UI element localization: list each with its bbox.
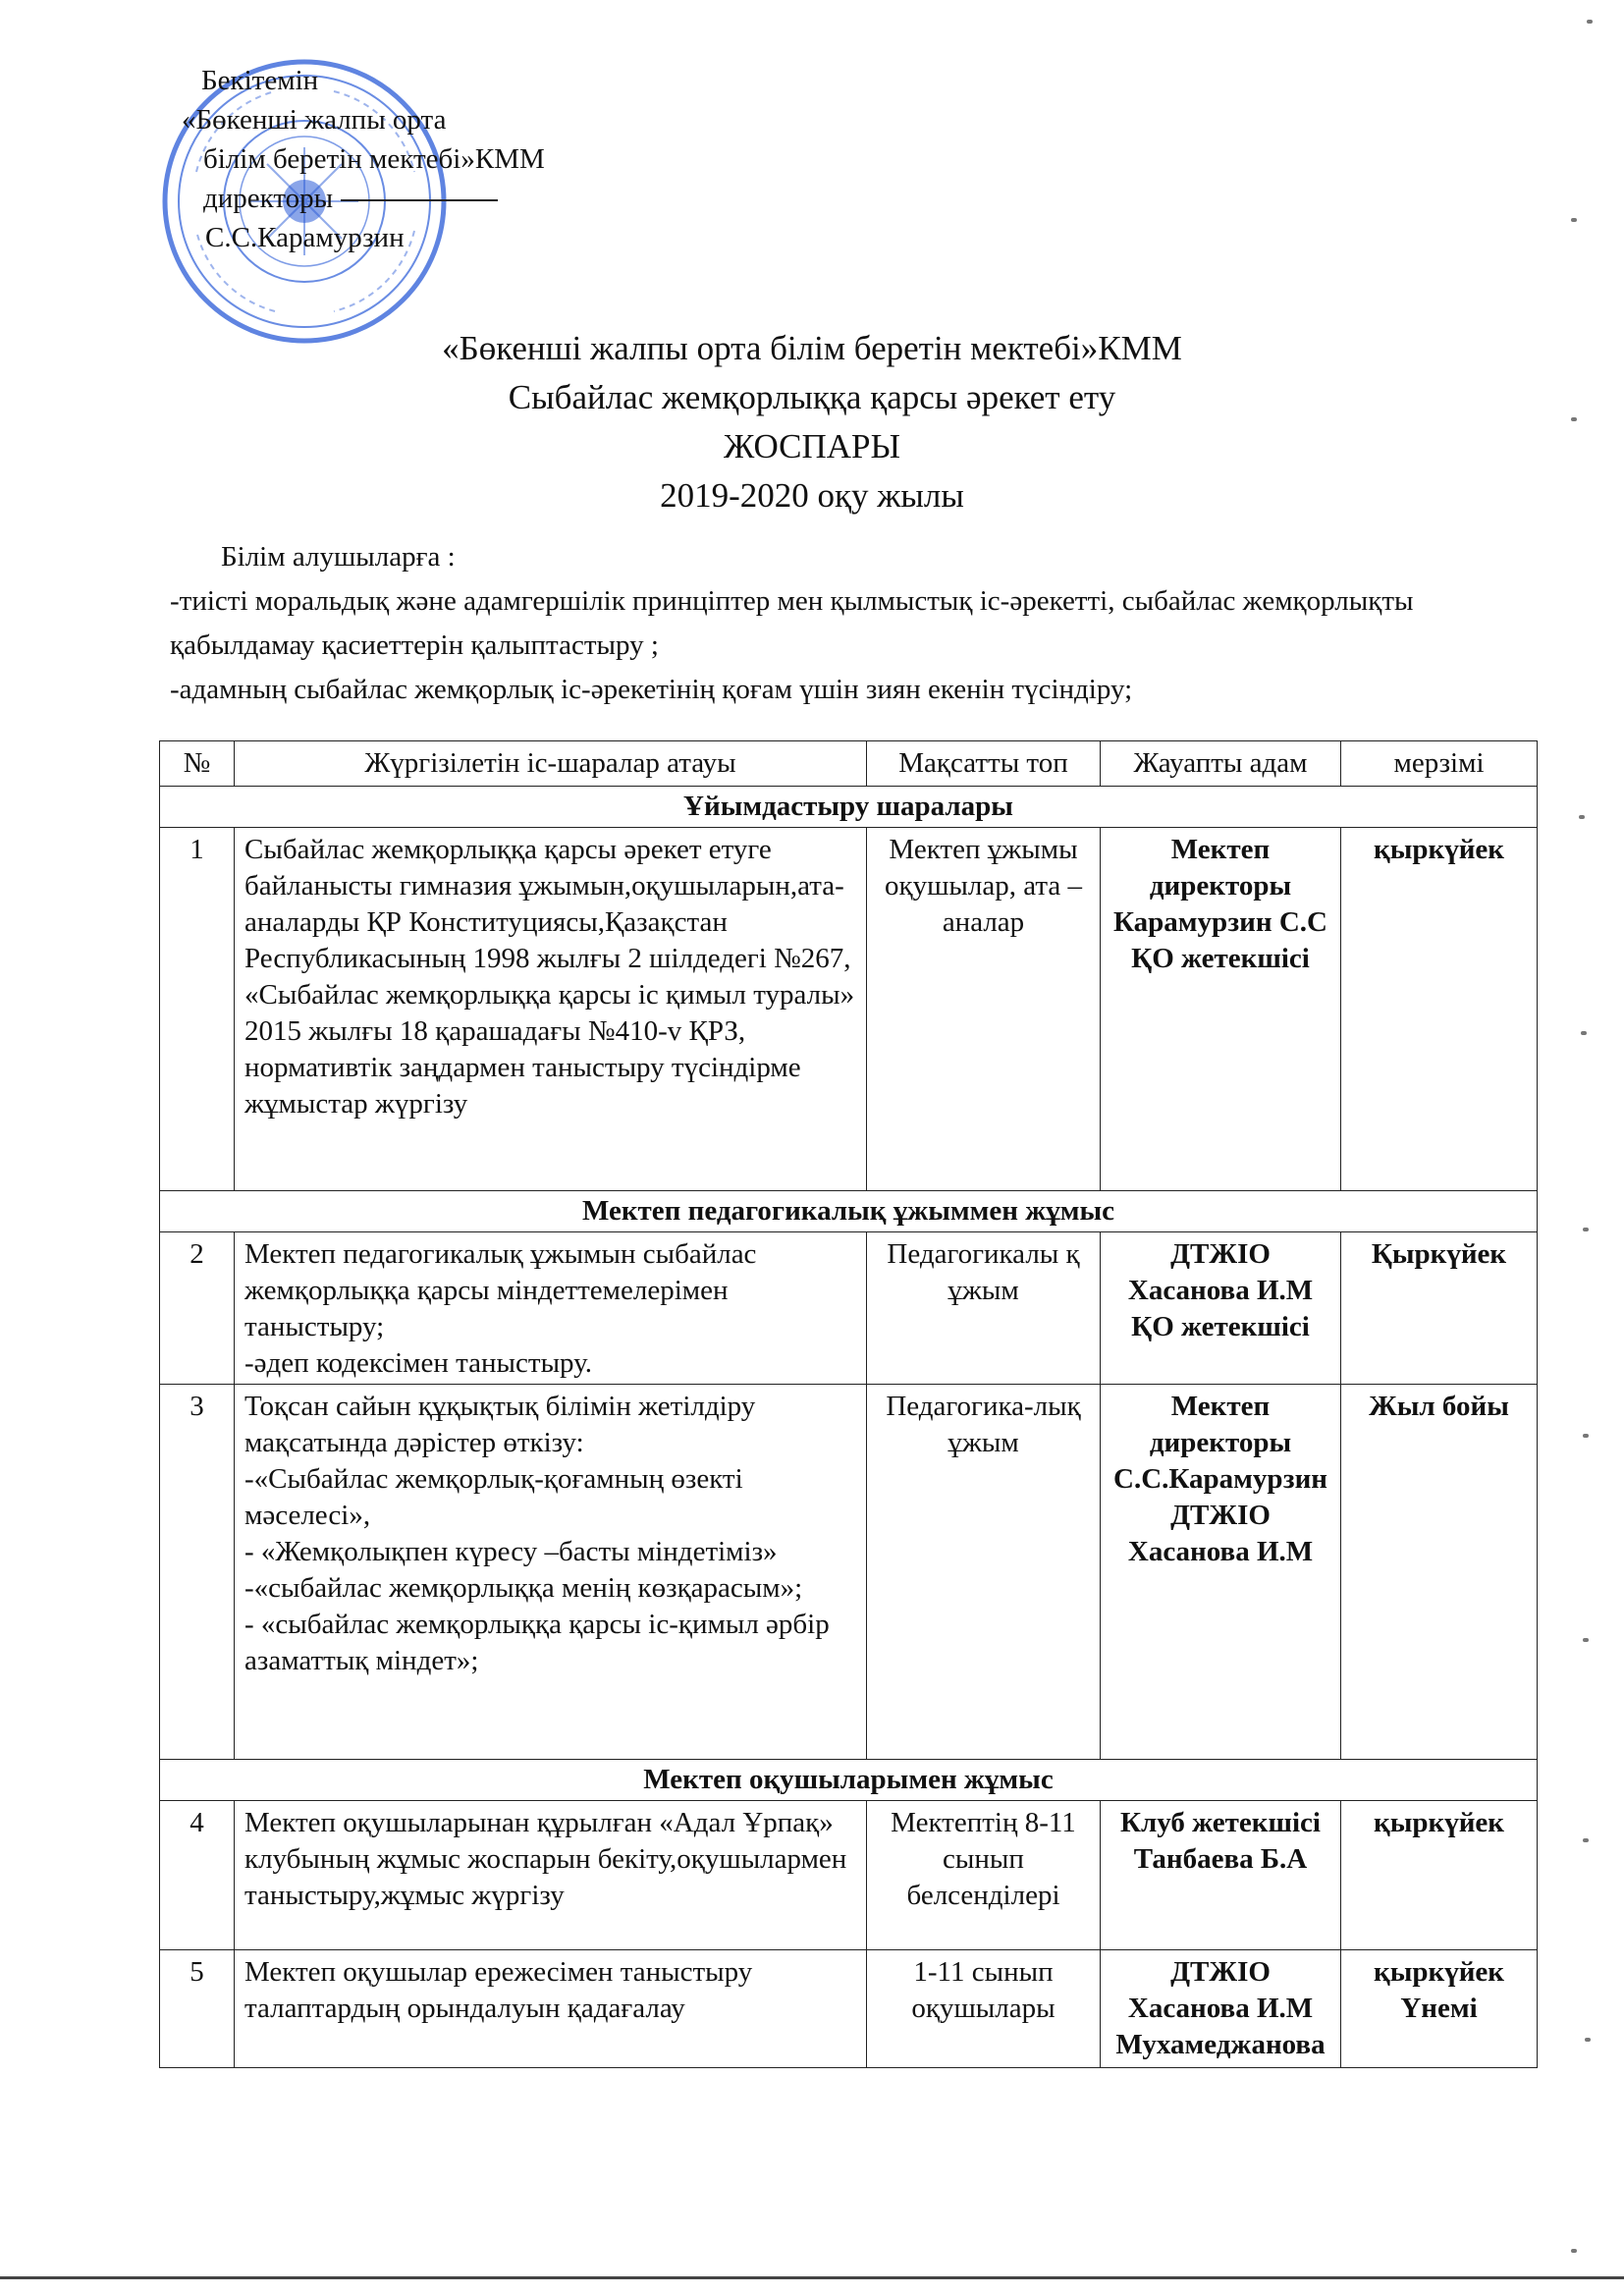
column-header-deadline: мерзімі <box>1341 741 1538 787</box>
section-title: Ұйымдастыру шаралары <box>160 787 1538 828</box>
target-group: Педагогика-лық ұжым <box>867 1385 1101 1760</box>
plan-subject: Сыбайлас жемқорлыққа қарсы әрекет ету <box>508 378 1116 416</box>
scan-artifact <box>1579 815 1585 819</box>
deadline: қыркүйек <box>1341 828 1538 1191</box>
academic-year: 2019-2020 оқу жылы <box>660 476 964 515</box>
row-number: 5 <box>160 1950 235 2068</box>
table-row <box>160 1232 1538 1385</box>
scan-artifact <box>1581 1031 1587 1035</box>
scan-artifact <box>1583 1838 1589 1842</box>
column-header-activity: Жүргізілетін іс-шаралар атауы <box>235 741 867 787</box>
responsible-person: Мектеп директоры Карамурзин С.С ҚО жетекшісі <box>1101 828 1341 1191</box>
scan-edge <box>0 2276 1624 2279</box>
intro-lead: Білім алушыларға : <box>221 541 456 573</box>
intro-goal: -тиісті моральдық және адамгершілік принціптер мен қылмыстық іс-әрекетті, сыбайлас жемқорлықты қабылдамау қасиеттерін қалыптастыру ; <box>170 585 1414 661</box>
column-header-number: № <box>160 741 235 787</box>
table-row <box>160 828 1538 1191</box>
scan-artifact <box>1583 1228 1589 1231</box>
activity-name: Мектеп оқушыларынан құрылған «Адал Ұрпақ» клубының жұмыс жоспарын бекіту,оқушылармен таныстыру,жұмыс жүргізу <box>235 1801 867 1950</box>
activity-name: Мектеп оқушылар ережесімен таныстыру талаптардың орындалуын қадағалау <box>235 1950 867 2068</box>
scan-artifact <box>1583 1638 1589 1642</box>
target-group: Мектеп ұжымы оқушылар, ата –аналар <box>867 828 1101 1191</box>
approval-director-row <box>182 179 545 218</box>
responsible-person: ДТЖІО Хасанова И.М ҚО жетекшісі <box>1101 1232 1341 1385</box>
activity-name: Мектеп педагогикалық ұжымын сыбайлас жемқорлыққа қарсы міндеттемелерімен таныстыру; -әдеп кодексімен таныстыру. <box>235 1232 867 1385</box>
scan-artifact <box>1585 2038 1591 2042</box>
scan-artifact <box>1571 417 1577 421</box>
signature-line <box>341 199 498 201</box>
deadline: қыркүйек <box>1341 1801 1538 1950</box>
column-header-target-group: Мақсатты топ <box>867 741 1101 787</box>
approval-line: Бекітемін <box>201 65 319 96</box>
column-header-responsible: Жауапты адам <box>1101 741 1341 787</box>
section-title: Мектеп оқушыларымен жұмыс <box>160 1760 1538 1801</box>
responsible-person: Клуб жетекшісі Танбаева Б.А <box>1101 1801 1341 1950</box>
approval-line: С.С.Карамурзин <box>205 222 405 253</box>
section-row <box>160 1191 1538 1232</box>
responsible-person: Мектеп директоры С.С.Карамурзин ДТЖІО Хасанова И.М <box>1101 1385 1341 1760</box>
approval-block <box>182 61 545 257</box>
intro-block <box>170 535 1544 712</box>
scan-artifact <box>1571 2249 1577 2253</box>
approval-line: білім беретін мектебі»КММ <box>203 143 545 175</box>
table-row <box>160 1385 1538 1760</box>
row-number: 1 <box>160 828 235 1191</box>
intro-goal: -адамның сыбайлас жемқорлық іс-әрекетінің қоғам үшін зиян екенін түсіндіру; <box>170 674 1133 705</box>
activity-name: Сыбайлас жемқорлыққа қарсы әрекет етуге байланысты гимназия ұжымын,оқушыларын,ата-аналарды ҚР Конституциясы,Қазақстан Республикасының 1998 жылғы 2 шілдедегі №267, «Сыбайлас жемқорлыққа қарсы іс қимыл туралы» 2015 жылғы 18 қарашадағы №410-v ҚРЗ, нормативтік заңдармен таныстыру түсіндірме жұмыстар жүргізу <box>235 828 867 1191</box>
school-title: «Бөкенші жалпы орта білім беретін мектебі»КММ <box>442 329 1182 367</box>
target-group: Педагогикалы қ ұжым <box>867 1232 1101 1385</box>
row-number: 2 <box>160 1232 235 1385</box>
scan-artifact <box>1571 218 1577 222</box>
section-row <box>160 1760 1538 1801</box>
table-row <box>160 1950 1538 2068</box>
row-number: 3 <box>160 1385 235 1760</box>
approval-line: «Бөкенші жалпы орта <box>182 104 447 136</box>
target-group: Мектептің 8-11 сынып белсенділері <box>867 1801 1101 1950</box>
scan-artifact <box>1587 20 1593 24</box>
table-row <box>160 1801 1538 1950</box>
scan-artifact <box>1583 1434 1589 1438</box>
approval-line: директоры <box>203 183 334 214</box>
table-header-row <box>160 741 1538 787</box>
section-title: Мектеп педагогикалық ұжыммен жұмыс <box>160 1191 1538 1232</box>
deadline: Қыркүйек <box>1341 1232 1538 1385</box>
row-number: 4 <box>160 1801 235 1950</box>
plan-table <box>159 740 1538 2068</box>
deadline: Жыл бойы <box>1341 1385 1538 1760</box>
section-row <box>160 787 1538 828</box>
document-type: ЖОСПАРЫ <box>723 427 901 465</box>
responsible-person: ДТЖІО Хасанова И.М Мухамеджанова <box>1101 1950 1341 2068</box>
target-group: 1-11 сынып оқушылары <box>867 1950 1101 2068</box>
activity-name: Тоқсан сайын құқықтық білімін жетілдіру мақсатында дәрістер өткізу: -«Сыбайлас жемқорлық-қоғамның өзекті мәселесі», - «Жемқолықпен күресу –басты міндетіміз» -«сыбайлас жемқорлыққа менің көзқарасым»; - «сыбайлас жемқорлыққа қарсы іс-қимыл әрбір азаматтық міндет»; <box>235 1385 867 1760</box>
deadline: қыркүйек Үнемі <box>1341 1950 1538 2068</box>
document-header <box>0 324 1624 520</box>
